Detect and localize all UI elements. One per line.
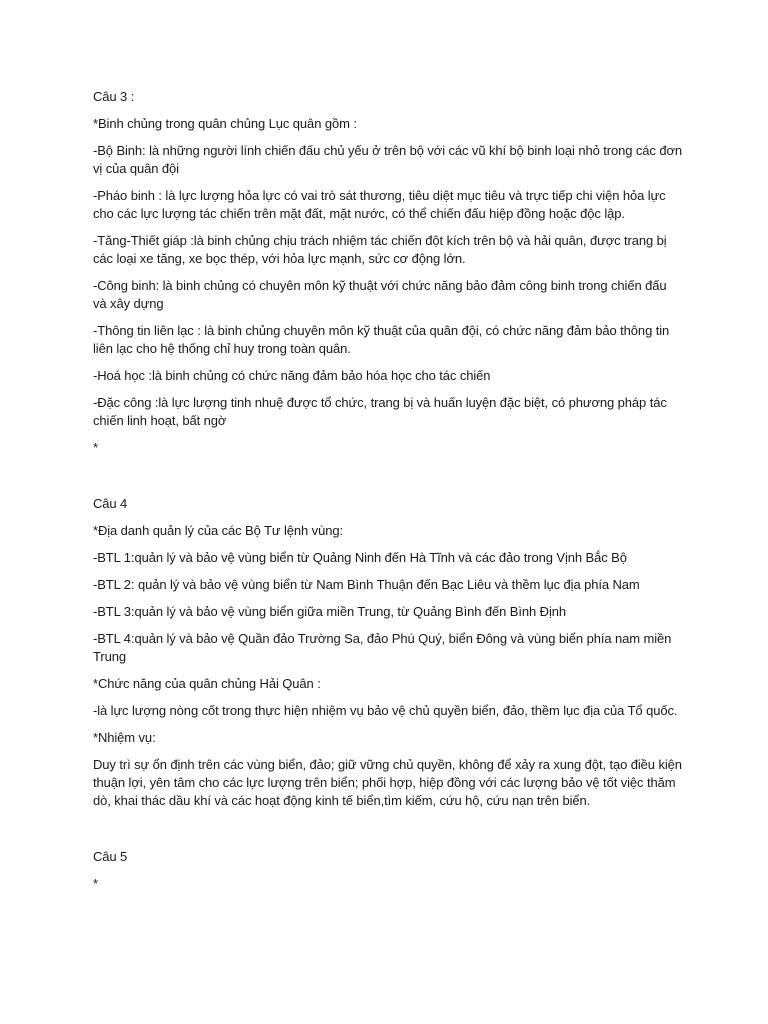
section-3-item-bo-binh: -Bộ Binh: là những người lính chiến đấu chủ yếu ở trên bộ với các vũ khí bộ binh loại nhỏ trong các đơn vị của quân đội: [93, 143, 683, 176]
section-3-heading: Câu 3 :: [93, 89, 135, 104]
document-body: [93, 88, 683, 902]
section-3-item-hoa-hoc: -Hoá học :là binh chủng có chức năng đảm bảo hóa học cho tác chiến: [93, 368, 491, 383]
section-4-heading: Câu 4: [93, 496, 128, 511]
section-3-item-thong-tin: -Thông tin liên lạc : là binh chủng chuyên môn kỹ thuật của quân đội, có chức năng đảm bảo thông tin liên lạc cho hệ thống chỉ huy trong toàn quân.: [93, 323, 670, 356]
section-3-subheading: *Binh chủng trong quân chủng Lục quân gồm :: [93, 116, 357, 131]
section-4-function-heading: *Chức năng của quân chủng Hải Quân :: [93, 676, 321, 691]
section-5-trailing-star: *: [93, 876, 98, 891]
section-4-item-btl-2: -BTL 2: quản lý và bảo vệ vùng biển từ Nam Bình Thuận đến Bạc Liêu và thềm lục địa phía Nam: [93, 577, 640, 592]
section-3-trailing-star: *: [93, 440, 98, 455]
section-4-item-btl-4: -BTL 4:quản lý và bảo vệ Quần đảo Trường Sa, đảo Phú Quý, biển Đông và vùng biển phía nam miền Trung: [93, 631, 672, 664]
section-3-item-tang-thiet-giap: -Tăng-Thiết giáp :là binh chủng chịu trách nhiệm tác chiến đột kích trên bộ và hải quân, được trang bị các loại xe tăng, xe bọc thép, với hỏa lực mạnh, sức cơ động lớn.: [93, 233, 667, 266]
section-4-duty-heading: *Nhiệm vụ:: [93, 730, 156, 745]
section-4-subheading: *Địa danh quản lý của các Bộ Tư lệnh vùng:: [93, 523, 343, 538]
section-4-function-text: -là lực lượng nòng cốt trong thực hiện nhiệm vụ bảo vệ chủ quyền biển, đảo, thềm lục địa của Tổ quốc.: [93, 703, 678, 718]
section-3-item-cong-binh: -Công binh: là binh chủng có chuyên môn kỹ thuật với chức năng bảo đảm công binh trong chiến đấu và xây dựng: [93, 278, 667, 311]
section-4-duty-text: Duy trì sự ổn định trên các vùng biển, đảo; giữ vững chủ quyền, không để xảy ra xung đột, tạo điều kiện thuận lợi, yên tâm cho các lực lượng trên biển; phối hợp, hiệp đồng với các lượng bảo vệ tốt việc thăm dò, khai thác dầu khí và các hoạt động kinh tế biển,tìm kiếm, cứu hộ, cứu nạn trên biển.: [93, 757, 682, 808]
section-5-heading: Câu 5: [93, 849, 128, 864]
section-4-item-btl-1: -BTL 1:quản lý và bảo vệ vùng biển từ Quảng Ninh đến Hà Tĩnh và các đảo trong Vịnh Bắc Bộ: [93, 550, 627, 565]
section-4-item-btl-3: -BTL 3:quản lý và bảo vệ vùng biển giữa miền Trung, từ Quảng Bình đến Bình Định: [93, 604, 566, 619]
section-3-item-phao-binh: -Pháo binh : là lực lượng hỏa lực có vai trò sát thương, tiêu diệt mục tiêu và trực tiếp chi viện hỏa lực cho các lực lượng tác chiến trên mặt đất, mặt nước, có thể chiến đấu hiệp đồng hoặc độc lập.: [93, 188, 666, 221]
section-3-item-dac-cong: -Đặc công :là lực lượng tinh nhuệ được tổ chức, trang bị và huấn luyện đặc biệt, có phương pháp tác chiến linh hoạt, bất ngờ: [93, 395, 667, 428]
